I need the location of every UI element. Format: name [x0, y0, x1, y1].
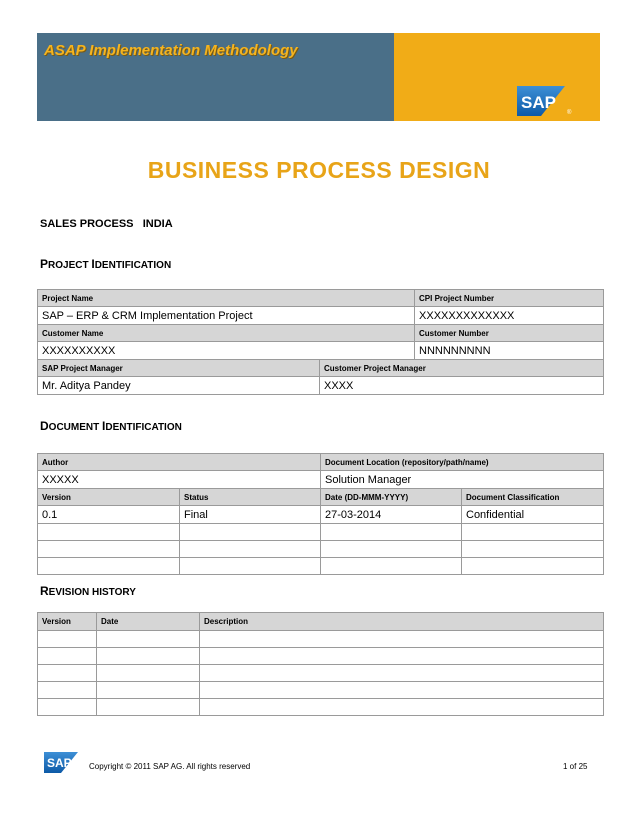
revision-history-heading: REVISION HISTORY — [40, 584, 136, 598]
project-identification-table — [37, 289, 604, 395]
svg-text:SAP: SAP — [47, 756, 72, 770]
customer-number-value: NNNNNNNNN — [415, 342, 604, 360]
table-row — [38, 665, 604, 682]
date-label: Date (DD-MMM-YYYY) — [321, 489, 462, 506]
cpi-number-value: XXXXXXXXXXXXX — [415, 307, 604, 325]
table-row — [38, 558, 604, 575]
banner-right-panel — [394, 33, 600, 121]
sap-project-manager-label: SAP Project Manager — [38, 360, 320, 377]
footer-page-number: 1 of 25 — [563, 762, 588, 771]
table-row — [38, 541, 604, 558]
project-name-value: SAP – ERP & CRM Implementation Project — [38, 307, 415, 325]
project-identification-heading: PROJECT IDENTIFICATION — [40, 257, 172, 271]
footer-copyright: Copyright © 2011 SAP AG. All rights reserved — [89, 762, 251, 771]
customer-project-manager-label: Customer Project Manager — [320, 360, 604, 377]
revision-history-table — [37, 612, 604, 716]
author-label: Author — [38, 454, 321, 471]
document-identification-table — [37, 453, 604, 575]
status-value: Final — [180, 506, 321, 524]
sap-logo — [517, 86, 565, 116]
revision-description-label: Description — [200, 613, 604, 631]
table-row — [38, 648, 604, 665]
revision-version-label: Version — [38, 613, 97, 631]
document-subtitle: SALES PROCESS INDIA — [40, 218, 173, 230]
version-label: Version — [38, 489, 180, 506]
sap-project-manager-value: Mr. Aditya Pandey — [38, 377, 320, 395]
document-identification-heading: DOCUMENT IDENTIFICATION — [40, 419, 182, 433]
table-row — [38, 699, 604, 716]
svg-text:SAP: SAP — [521, 93, 556, 112]
table-row — [38, 524, 604, 541]
table-row — [38, 631, 604, 648]
document-title: BUSINESS PROCESS DESIGN — [147, 157, 491, 183]
classification-value: Confidential — [462, 506, 604, 524]
status-label: Status — [180, 489, 321, 506]
customer-name-value: XXXXXXXXXX — [38, 342, 415, 360]
footer-sap-logo — [44, 752, 78, 773]
customer-name-label: Customer Name — [38, 325, 415, 342]
registered-mark: ® — [567, 110, 572, 116]
document-location-value: Solution Manager — [321, 471, 604, 489]
customer-number-label: Customer Number — [415, 325, 604, 342]
author-value: XXXXX — [38, 471, 321, 489]
classification-label: Document Classification — [462, 489, 604, 506]
date-value: 27-03-2014 — [321, 506, 462, 524]
cpi-number-label: CPI Project Number — [415, 290, 604, 307]
customer-project-manager-value: XXXX — [320, 377, 604, 395]
table-row — [38, 682, 604, 699]
project-name-label: Project Name — [38, 290, 415, 307]
banner-title: ASAP Implementation Methodology — [44, 42, 298, 59]
document-location-label: Document Location (repository/path/name) — [321, 454, 604, 471]
version-value: 0.1 — [38, 506, 180, 524]
revision-date-label: Date — [97, 613, 200, 631]
